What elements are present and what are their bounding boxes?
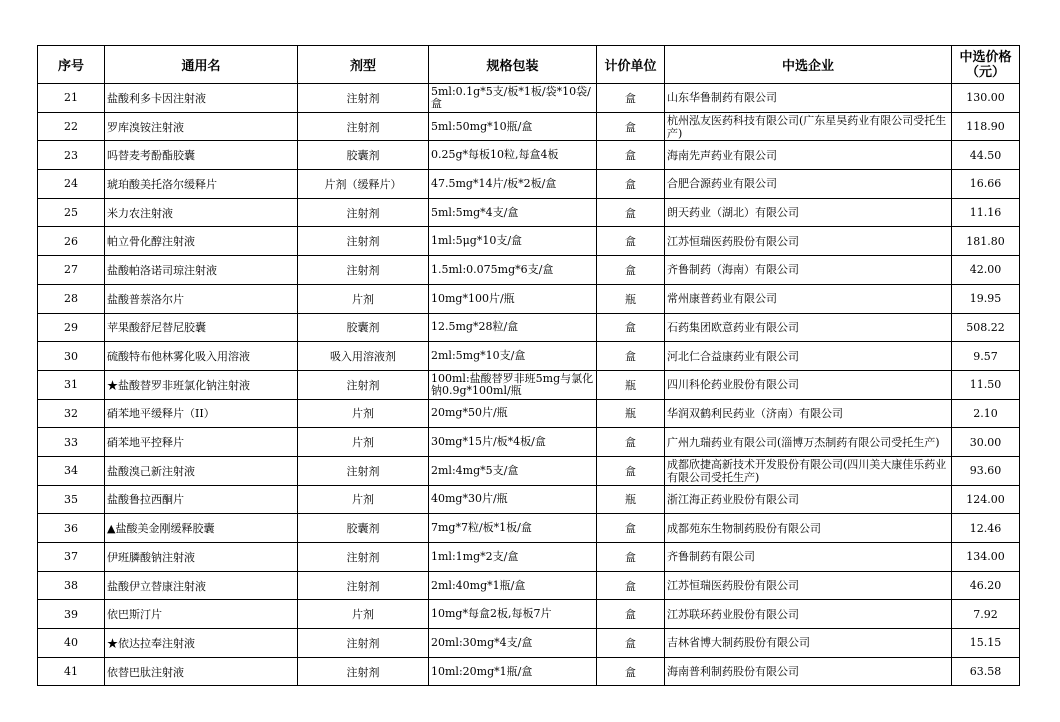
cell-no: 36 [38,514,105,543]
cell-spec-package: 2ml:40mg*1瓶/盒 [429,571,597,600]
cell-dosage-form: 片剂 [298,284,429,313]
cell-spec-package: 2ml:5mg*10支/盒 [429,342,597,371]
cell-no: 21 [38,84,105,113]
table-row [38,370,1020,399]
cell-enterprise: 海南先声药业有限公司 [665,141,952,170]
cell-spec-package: 10ml:20mg*1瓶/盒 [429,657,597,686]
cell-dosage-form: 片剂 [298,600,429,629]
table-row [38,227,1020,256]
table-row [38,514,1020,543]
cell-generic-name: 米力农注射液 [105,198,298,227]
cell-dosage-form: 注射剂 [298,198,429,227]
header-dosage-form: 剂型 [298,46,429,84]
cell-enterprise: 河北仁合益康药业有限公司 [665,342,952,371]
table-row [38,284,1020,313]
cell-pricing-unit: 盒 [597,629,665,658]
table-row [38,342,1020,371]
cell-no: 33 [38,428,105,457]
cell-dosage-form: 胶囊剂 [298,313,429,342]
cell-generic-name: ▲盐酸美金刚缓释胶囊 [105,514,298,543]
cell-spec-package: 30mg*15片/板*4板/盒 [429,428,597,457]
cell-pricing-unit: 盒 [597,170,665,199]
cell-generic-name: 帕立骨化醇注射液 [105,227,298,256]
cell-generic-name: 硝苯地平缓释片（II） [105,399,298,428]
cell-spec-package: 40mg*30片/瓶 [429,485,597,514]
table-row [38,571,1020,600]
cell-price: 63.58 [952,657,1020,686]
cell-generic-name: 依巴斯汀片 [105,600,298,629]
cell-no: 34 [38,456,105,485]
cell-enterprise: 合肥合源药业有限公司 [665,170,952,199]
cell-pricing-unit: 瓶 [597,370,665,399]
cell-dosage-form: 片剂 [298,485,429,514]
header-generic-name: 通用名 [105,46,298,84]
table-row [38,170,1020,199]
cell-price: 130.00 [952,84,1020,113]
cell-spec-package: 10mg*每盒2板,每板7片 [429,600,597,629]
cell-no: 27 [38,256,105,285]
cell-no: 31 [38,370,105,399]
table-row [38,313,1020,342]
cell-spec-package: 1.5ml:0.075mg*6支/盒 [429,256,597,285]
cell-pricing-unit: 盒 [597,342,665,371]
cell-generic-name: 硝苯地平控释片 [105,428,298,457]
cell-dosage-form: 注射剂 [298,256,429,285]
cell-no: 28 [38,284,105,313]
cell-generic-name: 依替巴肽注射液 [105,657,298,686]
cell-enterprise: 广州九瑞药业有限公司(淄博万杰制药有限公司受托生产) [665,428,952,457]
cell-price: 118.90 [952,112,1020,141]
cell-generic-name: 苹果酸舒尼替尼胶囊 [105,313,298,342]
cell-pricing-unit: 盒 [597,256,665,285]
table-row [38,456,1020,485]
cell-spec-package: 12.5mg*28粒/盒 [429,313,597,342]
cell-spec-package: 20ml:30mg*4支/盒 [429,629,597,658]
table-row [38,84,1020,113]
cell-dosage-form: 注射剂 [298,657,429,686]
cell-pricing-unit: 瓶 [597,399,665,428]
cell-price: 44.50 [952,141,1020,170]
table-row [38,657,1020,686]
procurement-table [37,45,1020,686]
cell-enterprise: 江苏联环药业股份有限公司 [665,600,952,629]
cell-generic-name: 盐酸伊立替康注射液 [105,571,298,600]
cell-enterprise: 成都苑东生物制药股份有限公司 [665,514,952,543]
table-row [38,256,1020,285]
cell-pricing-unit: 瓶 [597,284,665,313]
table-row [38,543,1020,572]
header-pricing-unit: 计价单位 [597,46,665,84]
cell-price: 7.92 [952,600,1020,629]
table-row [38,629,1020,658]
cell-spec-package: 1ml:5μg*10支/盒 [429,227,597,256]
cell-no: 41 [38,657,105,686]
table-body [38,84,1020,686]
table-row [38,485,1020,514]
cell-dosage-form: 注射剂 [298,112,429,141]
cell-price: 124.00 [952,485,1020,514]
cell-no: 35 [38,485,105,514]
cell-no: 30 [38,342,105,371]
cell-enterprise: 山东华鲁制药有限公司 [665,84,952,113]
cell-pricing-unit: 盒 [597,514,665,543]
cell-enterprise: 成都欣捷高新技术开发股份有限公司(四川美大康佳乐药业有限公司受托生产) [665,456,952,485]
cell-price: 42.00 [952,256,1020,285]
cell-dosage-form: 片剂 [298,428,429,457]
cell-price: 134.00 [952,543,1020,572]
table-row [38,399,1020,428]
cell-dosage-form: 注射剂 [298,543,429,572]
cell-no: 40 [38,629,105,658]
header-price-line1: 中选价格 [959,49,1012,65]
cell-dosage-form: 注射剂 [298,370,429,399]
cell-enterprise: 杭州泓友医药科技有限公司(广东星昊药业有限公司受托生产) [665,112,952,141]
cell-no: 22 [38,112,105,141]
cell-enterprise: 吉林省博大制药股份有限公司 [665,629,952,658]
cell-enterprise: 江苏恒瑞医药股份有限公司 [665,227,952,256]
cell-enterprise: 常州康普药业有限公司 [665,284,952,313]
table-row [38,141,1020,170]
cell-dosage-form: 注射剂 [298,629,429,658]
cell-generic-name: 罗库溴铵注射液 [105,112,298,141]
table-row [38,600,1020,629]
cell-price: 9.57 [952,342,1020,371]
cell-pricing-unit: 盒 [597,198,665,227]
cell-generic-name: 盐酸鲁拉西酮片 [105,485,298,514]
cell-price: 30.00 [952,428,1020,457]
cell-generic-name: ★盐酸替罗非班氯化钠注射液 [105,370,298,399]
cell-price: 93.60 [952,456,1020,485]
cell-pricing-unit: 盒 [597,112,665,141]
cell-no: 29 [38,313,105,342]
cell-no: 23 [38,141,105,170]
cell-spec-package: 47.5mg*14片/板*2板/盒 [429,170,597,199]
cell-enterprise: 石药集团欧意药业有限公司 [665,313,952,342]
cell-pricing-unit: 盒 [597,313,665,342]
cell-price: 508.22 [952,313,1020,342]
cell-spec-package: 7mg*7粒/板*1板/盒 [429,514,597,543]
table-row [38,198,1020,227]
cell-dosage-form: 注射剂 [298,227,429,256]
cell-enterprise: 四川科伦药业股份有限公司 [665,370,952,399]
cell-dosage-form: 注射剂 [298,571,429,600]
cell-generic-name: 盐酸溴己新注射液 [105,456,298,485]
table-row [38,112,1020,141]
cell-generic-name: 琥珀酸美托洛尔缓释片 [105,170,298,199]
cell-enterprise: 浙江海正药业股份有限公司 [665,485,952,514]
cell-spec-package: 2ml:4mg*5支/盒 [429,456,597,485]
cell-spec-package: 1ml:1mg*2支/盒 [429,543,597,572]
cell-generic-name: 吗替麦考酚酯胶囊 [105,141,298,170]
cell-no: 38 [38,571,105,600]
cell-pricing-unit: 盒 [597,543,665,572]
cell-pricing-unit: 盒 [597,456,665,485]
table-header [38,46,1020,84]
cell-dosage-form: 胶囊剂 [298,141,429,170]
cell-pricing-unit: 盒 [597,227,665,256]
cell-dosage-form: 吸入用溶液剂 [298,342,429,371]
header-price-line2: （元） [965,64,1005,80]
header-enterprise: 中选企业 [665,46,952,84]
cell-no: 32 [38,399,105,428]
cell-no: 37 [38,543,105,572]
cell-enterprise: 海南普利制药股份有限公司 [665,657,952,686]
cell-dosage-form: 注射剂 [298,84,429,113]
cell-pricing-unit: 盒 [597,141,665,170]
cell-generic-name: ★依达拉奉注射液 [105,629,298,658]
cell-spec-package: 20mg*50片/瓶 [429,399,597,428]
cell-pricing-unit: 盒 [597,84,665,113]
cell-enterprise: 齐鲁制药（海南）有限公司 [665,256,952,285]
cell-spec-package: 5ml:0.1g*5支/板*1板/袋*10袋/盒 [429,84,597,113]
cell-price: 19.95 [952,284,1020,313]
cell-generic-name: 盐酸利多卡因注射液 [105,84,298,113]
cell-pricing-unit: 盒 [597,657,665,686]
cell-price: 11.16 [952,198,1020,227]
cell-dosage-form: 注射剂 [298,456,429,485]
cell-pricing-unit: 盒 [597,600,665,629]
cell-price: 12.46 [952,514,1020,543]
cell-spec-package: 100ml:盐酸替罗非班5mg与氯化钠0.9g*100ml/瓶 [429,370,597,399]
cell-price: 2.10 [952,399,1020,428]
cell-no: 26 [38,227,105,256]
cell-spec-package: 0.25g*每板10粒,每盒4板 [429,141,597,170]
cell-enterprise: 华润双鹤利民药业（济南）有限公司 [665,399,952,428]
cell-pricing-unit: 盒 [597,428,665,457]
cell-pricing-unit: 盒 [597,571,665,600]
cell-dosage-form: 片剂（缓释片） [298,170,429,199]
cell-price: 46.20 [952,571,1020,600]
cell-no: 25 [38,198,105,227]
cell-enterprise: 朗天药业（湖北）有限公司 [665,198,952,227]
cell-price: 11.50 [952,370,1020,399]
cell-enterprise: 齐鲁制药有限公司 [665,543,952,572]
cell-pricing-unit: 瓶 [597,485,665,514]
cell-generic-name: 伊班膦酸钠注射液 [105,543,298,572]
table-row [38,428,1020,457]
header-spec-package: 规格包装 [429,46,597,84]
cell-price: 15.15 [952,629,1020,658]
cell-generic-name: 盐酸帕洛诺司琼注射液 [105,256,298,285]
cell-no: 39 [38,600,105,629]
cell-dosage-form: 胶囊剂 [298,514,429,543]
cell-enterprise: 江苏恒瑞医药股份有限公司 [665,571,952,600]
cell-price: 181.80 [952,227,1020,256]
cell-no: 24 [38,170,105,199]
cell-spec-package: 5ml:50mg*10瓶/盒 [429,112,597,141]
cell-spec-package: 10mg*100片/瓶 [429,284,597,313]
header-price [952,46,1020,84]
cell-dosage-form: 片剂 [298,399,429,428]
cell-spec-package: 5ml:5mg*4支/盒 [429,198,597,227]
cell-generic-name: 硫酸特布他林雾化吸入用溶液 [105,342,298,371]
header-no: 序号 [38,46,105,84]
cell-price: 16.66 [952,170,1020,199]
cell-generic-name: 盐酸普萘洛尔片 [105,284,298,313]
